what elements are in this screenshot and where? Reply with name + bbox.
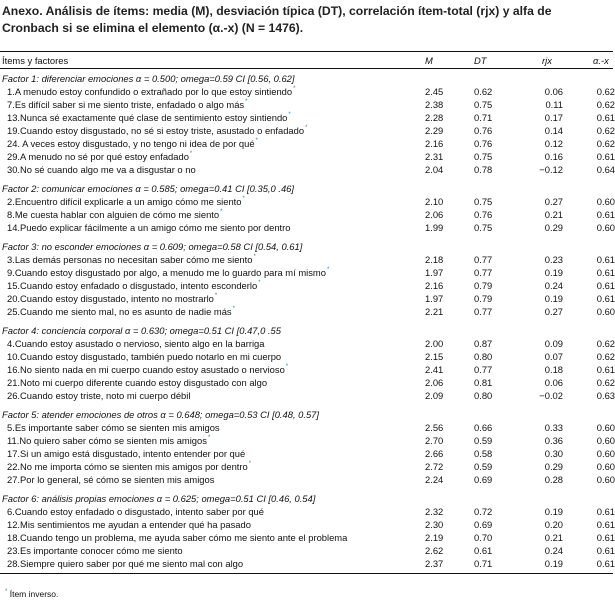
table-row xyxy=(0,150,613,163)
table-row xyxy=(0,389,613,402)
item-text: 23.Es importante conocer cómo me siento xyxy=(7,545,183,556)
cell-m: 2.66 xyxy=(425,448,444,459)
table-row xyxy=(0,305,613,318)
table-row xyxy=(0,473,613,486)
inverse-item-asterisk: * xyxy=(326,267,330,273)
table-row xyxy=(0,266,613,279)
inverse-item-asterisk: * xyxy=(220,209,223,215)
table-row xyxy=(0,376,613,389)
cell-alpha: 0.61 xyxy=(596,280,615,291)
cell-alpha: 0.62 xyxy=(596,138,615,149)
item-text: 28.Siempre quiero saber por qué me siento mal con algo xyxy=(7,558,244,569)
cell-rjx: 0.21 xyxy=(544,532,563,543)
items-table xyxy=(0,51,613,574)
item-text-cell xyxy=(0,506,420,517)
item-text: 21.Noto mi cuerpo diferente cuando estoy disgustado con algo xyxy=(7,377,268,388)
cell-alpha: 0.60 xyxy=(596,196,615,207)
table-row xyxy=(0,253,613,266)
item-text: 30.No sé cuando algo me va a disgustar o no xyxy=(7,164,196,175)
cell-rjx: 0.14 xyxy=(544,125,563,136)
cell-dt: 0.87 xyxy=(474,338,493,349)
factor-label: Factor 1: diferenciar emociones α = 0.500; omega=0.59 CI [0.56, 0.62] xyxy=(2,72,295,84)
cell-alpha: 0.60 xyxy=(596,435,615,446)
inverse-item-asterisk: * xyxy=(255,138,258,144)
cell-m: 2.29 xyxy=(425,125,444,136)
cell-rjx: 0.29 xyxy=(544,461,563,472)
cell-rjx: 0.28 xyxy=(544,474,563,485)
cell-dt: 0.75 xyxy=(474,99,493,110)
item-text: 12.Mis sentimientos me ayudan a entender qué ha pasado xyxy=(7,519,251,530)
item-text-cell xyxy=(0,112,420,123)
item-text-cell xyxy=(0,474,420,485)
table-row xyxy=(0,137,613,150)
cell-m: 2.41 xyxy=(425,364,444,375)
item-text-cell xyxy=(0,151,420,162)
cell-m: 2.62 xyxy=(425,545,444,556)
item-text: 27.Por lo general, sé cómo se sienten mis amigos xyxy=(7,474,215,485)
cell-alpha: 0.62 xyxy=(596,99,615,110)
item-text: 11.No quiero saber cómo se sienten mis amigos xyxy=(7,435,207,446)
table-header xyxy=(0,52,613,69)
cell-m: 1.97 xyxy=(425,293,444,304)
header-m: M xyxy=(425,54,433,66)
factor-header xyxy=(0,407,613,421)
cell-m: 2.21 xyxy=(425,306,444,317)
cell-alpha: 0.61 xyxy=(596,506,615,517)
inverse-item-asterisk: * xyxy=(245,99,248,105)
item-text: 3.Las demás personas no necesitan saber cómo me siento xyxy=(7,254,253,265)
cell-rjx: 0.33 xyxy=(544,422,563,433)
table-row xyxy=(0,531,613,544)
cell-rjx: 0.19 xyxy=(544,267,563,278)
factor-header xyxy=(0,71,613,85)
cell-dt: 0.72 xyxy=(474,506,493,517)
item-text-cell xyxy=(0,254,420,265)
cell-dt: 0.59 xyxy=(474,461,493,472)
item-text-cell xyxy=(0,267,420,278)
item-text-cell xyxy=(0,125,420,136)
cell-m: 2.00 xyxy=(425,338,444,349)
factor-header xyxy=(0,181,613,195)
cell-alpha: 0.61 xyxy=(596,112,615,123)
cell-dt: 0.77 xyxy=(474,254,493,265)
cell-rjx: 0.09 xyxy=(544,338,563,349)
cell-dt: 0.61 xyxy=(474,545,493,556)
cell-m: 1.97 xyxy=(425,267,444,278)
cell-m: 2.70 xyxy=(425,435,444,446)
item-text-cell xyxy=(0,532,420,543)
cell-dt: 0.77 xyxy=(474,364,493,375)
item-text-cell xyxy=(0,99,420,110)
table-row xyxy=(0,544,613,557)
footnote xyxy=(4,589,58,599)
item-text: 1.A menudo estoy confundido o extrañado por lo que estoy sintiendo xyxy=(7,86,293,97)
cell-rjx: 0.11 xyxy=(545,99,563,110)
item-text: 24. A veces estoy disgustado, y no tengo ni idea de por qué xyxy=(7,138,255,149)
cell-dt: 0.79 xyxy=(474,293,493,304)
cell-rjx: 0.27 xyxy=(544,196,563,207)
cell-rjx: 0.30 xyxy=(544,448,563,459)
cell-m: 2.19 xyxy=(425,532,444,543)
factor-header xyxy=(0,491,613,505)
table-row xyxy=(0,557,613,570)
cell-rjx: 0.06 xyxy=(544,86,563,97)
inverse-item-asterisk: * xyxy=(253,254,256,260)
cell-rjx: 0.16 xyxy=(544,151,563,162)
item-text-cell xyxy=(0,86,420,97)
item-text-cell xyxy=(0,545,420,556)
inverse-item-asterisk: * xyxy=(285,364,289,370)
table-row xyxy=(0,518,613,531)
cell-m: 2.31 xyxy=(425,151,444,162)
cell-alpha: 0.61 xyxy=(596,254,615,265)
cell-m: 2.56 xyxy=(425,422,444,433)
table-row xyxy=(0,208,613,221)
item-text: 2.Encuentro difícil explicarle a un amigo cómo me siento xyxy=(7,196,242,207)
cell-m: 2.37 xyxy=(425,558,444,569)
cell-alpha: 0.60 xyxy=(596,306,615,317)
item-text: 19.Cuando estoy disgustado, no sé si estoy triste, asustado o enfadado xyxy=(7,125,305,136)
inverse-item-asterisk: * xyxy=(189,151,193,157)
cell-rjx: 0.27 xyxy=(544,306,563,317)
item-text-cell xyxy=(0,558,420,569)
item-text-cell xyxy=(0,306,420,317)
table-row xyxy=(0,460,613,473)
cell-dt: 0.80 xyxy=(474,351,493,362)
cell-alpha: 0.62 xyxy=(596,351,615,362)
cell-m: 2.09 xyxy=(425,390,444,401)
cell-dt: 0.69 xyxy=(474,519,493,530)
cell-m: 2.24 xyxy=(425,474,444,485)
item-text: 17.Si un amigo está disgustado, intento entender por qué xyxy=(7,448,246,459)
cell-dt: 0.71 xyxy=(474,558,493,569)
cell-rjx: 0.06 xyxy=(544,377,563,388)
cell-m: 1.99 xyxy=(425,222,444,233)
cell-alpha: 0.60 xyxy=(596,461,615,472)
inverse-item-asterisk: * xyxy=(293,86,296,92)
cell-rjx: −0.12 xyxy=(539,164,563,175)
item-text: 5.Es importante saber cómo se sienten mis amigos xyxy=(7,422,220,433)
footnote-asterisk: * xyxy=(5,589,8,595)
cell-dt: 0.76 xyxy=(474,125,493,136)
cell-rjx: 0.19 xyxy=(544,506,563,517)
cell-dt: 0.76 xyxy=(474,138,493,149)
cell-rjx: 0.29 xyxy=(544,222,563,233)
table-row xyxy=(0,447,613,460)
table-caption: Anexo. Análisis de ítems: media (M), desviación típica (DT), correlación ítem-total (rjx) y alfa de Cronbach si se elimina el elemento (α.-x) (N = 1476). xyxy=(2,4,552,35)
item-text-cell xyxy=(0,448,420,459)
item-text-cell xyxy=(0,338,420,349)
cell-alpha: 0.62 xyxy=(596,86,615,97)
cell-dt: 0.69 xyxy=(474,474,493,485)
table-row xyxy=(0,163,613,176)
inverse-item-asterisk: * xyxy=(258,280,261,286)
table-body xyxy=(0,71,613,570)
cell-dt: 0.77 xyxy=(474,306,493,317)
cell-alpha: 0.62 xyxy=(596,377,615,388)
inverse-item-asterisk: * xyxy=(305,125,308,131)
cell-rjx: 0.24 xyxy=(544,545,563,556)
header-alpha: α.-x xyxy=(593,54,609,66)
cell-rjx: 0.24 xyxy=(544,280,563,291)
cell-dt: 0.80 xyxy=(474,390,493,401)
cell-m: 2.28 xyxy=(425,112,444,123)
item-text: 25.Cuando me siento mal, no es asunto de nadie más xyxy=(7,306,232,317)
cell-rjx: 0.23 xyxy=(544,254,563,265)
cell-rjx: 0.36 xyxy=(544,435,563,446)
cell-m: 2.38 xyxy=(425,99,444,110)
cell-rjx: 0.19 xyxy=(544,293,563,304)
table-row xyxy=(0,350,613,363)
cell-m: 2.72 xyxy=(425,461,444,472)
factor-label: Factor 4: conciencia corporal α = 0.630; omega=0.51 CI [0.47,0 .55 xyxy=(2,324,281,336)
footnote-text: Ítem inverso. xyxy=(9,589,59,599)
cell-rjx: 0.20 xyxy=(544,519,563,530)
item-text: 8.Me cuesta hablar con alguien de cómo me siento xyxy=(7,209,220,220)
item-text-cell xyxy=(0,138,420,149)
cell-m: 2.16 xyxy=(425,280,444,291)
cell-rjx: 0.19 xyxy=(544,558,563,569)
table-row xyxy=(0,363,613,376)
cell-dt: 0.75 xyxy=(474,151,493,162)
item-text: 7.Es difícil saber si me siento triste, enfadado o algo más xyxy=(7,99,245,110)
item-text: 22.No me importa cómo se sienten mis amigos por dentro xyxy=(7,461,248,472)
cell-alpha: 0.61 xyxy=(596,267,615,278)
table-row xyxy=(0,434,613,447)
table-row xyxy=(0,279,613,292)
inverse-item-asterisk: * xyxy=(232,306,235,312)
cell-alpha: 0.60 xyxy=(596,448,615,459)
cell-alpha: 0.62 xyxy=(596,125,615,136)
factor-header xyxy=(0,323,613,337)
table-row xyxy=(0,505,613,518)
table-row xyxy=(0,292,613,305)
table-row xyxy=(0,221,613,234)
item-text: 16.No siento nada en mi cuerpo cuando estoy asustado o nervioso xyxy=(7,364,285,375)
cell-m: 2.45 xyxy=(425,86,444,97)
factor-label: Factor 6: análisis propias emociones α = 0.625; omega=0.51 CI [0.46, 0.54] xyxy=(2,492,316,504)
inverse-item-asterisk: * xyxy=(288,112,291,118)
item-text: 15.Cuando estoy enfadado o disgustado, intento esconderlo xyxy=(7,280,258,291)
inverse-item-asterisk: * xyxy=(207,435,211,441)
cell-alpha: 0.61 xyxy=(596,209,615,220)
table-row xyxy=(0,195,613,208)
item-text-cell xyxy=(0,377,420,388)
table-row xyxy=(0,337,613,350)
cell-alpha: 0.60 xyxy=(596,222,615,233)
cell-alpha: 0.61 xyxy=(596,545,615,556)
item-text: 20.Cuando estoy disgustado, intento no mostrarlo xyxy=(7,293,214,304)
cell-m: 2.16 xyxy=(425,138,444,149)
cell-rjx: 0.21 xyxy=(544,209,563,220)
cell-rjx: 0.12 xyxy=(544,138,563,149)
table-row xyxy=(0,98,613,111)
item-text: 10.Cuando estoy disgustado, también puedo notarlo en mi cuerpo xyxy=(7,351,282,362)
header-dt: DT xyxy=(474,54,487,66)
item-text-cell xyxy=(0,351,420,362)
item-text-cell xyxy=(0,435,420,446)
cell-dt: 0.77 xyxy=(474,267,493,278)
cell-dt: 0.76 xyxy=(474,209,493,220)
cell-alpha: 0.60 xyxy=(596,474,615,485)
item-text-cell xyxy=(0,364,420,375)
cell-alpha: 0.62 xyxy=(596,338,615,349)
item-text-cell xyxy=(0,519,420,530)
cell-alpha: 0.61 xyxy=(596,151,615,162)
cell-m: 2.06 xyxy=(425,377,444,388)
table-row xyxy=(0,85,613,98)
item-text: 6.Cuando estoy enfadado o disgustado, intento saber por qué xyxy=(7,506,264,517)
factor-header xyxy=(0,239,613,253)
inverse-item-asterisk: * xyxy=(242,196,245,202)
cell-m: 2.10 xyxy=(425,196,444,207)
table-row xyxy=(0,124,613,137)
factor-label: Factor 3: no esconder emociones α = 0.609; omega=0.58 CI [0.54, 0.61] xyxy=(2,240,303,252)
cell-alpha: 0.61 xyxy=(596,558,615,569)
cell-dt: 0.58 xyxy=(474,448,493,459)
cell-rjx: 0.18 xyxy=(544,364,563,375)
item-text: 14.Puedo explicar fácilmente a un amigo cómo me siento por dentro xyxy=(7,222,291,233)
item-text-cell xyxy=(0,461,420,472)
header-rjx: rjx xyxy=(542,54,552,66)
item-text: 18.Cuando tengo un problema, me ayuda saber cómo me siento ante el problema xyxy=(7,532,348,543)
item-text-cell xyxy=(0,209,420,220)
cell-rjx: −0.02 xyxy=(539,390,563,401)
cell-rjx: 0.17 xyxy=(544,112,563,123)
cell-m: 2.06 xyxy=(425,209,444,220)
cell-dt: 0.78 xyxy=(474,164,493,175)
cell-m: 2.32 xyxy=(425,506,444,517)
cell-dt: 0.66 xyxy=(474,422,493,433)
inverse-item-asterisk: * xyxy=(214,293,218,299)
cell-alpha: 0.60 xyxy=(596,422,615,433)
cell-m: 2.15 xyxy=(425,351,444,362)
cell-dt: 0.70 xyxy=(474,532,493,543)
item-text: 13.Nunca sé exactamente qué clase de sentimiento estoy sintiendo xyxy=(7,112,288,123)
cell-dt: 0.81 xyxy=(474,377,493,388)
cell-m: 2.18 xyxy=(425,254,444,265)
cell-alpha: 0.61 xyxy=(596,532,615,543)
cell-alpha: 0.64 xyxy=(596,164,615,175)
cell-alpha: 0.63 xyxy=(596,390,615,401)
item-text-cell xyxy=(0,280,420,291)
cell-dt: 0.62 xyxy=(474,86,493,97)
item-text-cell xyxy=(0,196,420,207)
item-text-cell xyxy=(0,390,420,401)
cell-dt: 0.79 xyxy=(474,280,493,291)
header-items: Ítems y factores xyxy=(2,54,69,66)
cell-m: 2.30 xyxy=(425,519,444,530)
item-text-cell xyxy=(0,422,420,433)
item-text: 9.Cuando estoy disgustado por algo, a menudo me lo guardo para mí mismo xyxy=(7,267,326,278)
item-text: 4.Cuando estoy asustado o nervioso, siento algo en la barriga xyxy=(7,338,265,349)
cell-alpha: 0.61 xyxy=(596,293,615,304)
item-text: 29.A menudo no sé por qué estoy enfadado xyxy=(7,151,189,162)
item-text-cell xyxy=(0,164,420,175)
cell-dt: 0.75 xyxy=(474,196,493,207)
inverse-item-asterisk: * xyxy=(248,461,252,467)
factor-label: Factor 2: comunicar emociones α = 0.585; omega=0.41 CI [0.35,0 .46] xyxy=(2,182,294,194)
table-row xyxy=(0,421,613,434)
cell-dt: 0.75 xyxy=(474,222,493,233)
item-text: 26.Cuando estoy triste, noto mi cuerpo débil xyxy=(7,390,191,401)
cell-alpha: 0.61 xyxy=(596,364,615,375)
cell-dt: 0.59 xyxy=(474,435,493,446)
item-text-cell xyxy=(0,222,420,233)
item-text-cell xyxy=(0,293,420,304)
table-row xyxy=(0,111,613,124)
cell-alpha: 0.61 xyxy=(596,519,615,530)
factor-label: Factor 5: atender emociones de otros α = 0.648; omega=0.53 CI [0.48, 0.57] xyxy=(2,408,320,420)
cell-m: 2.04 xyxy=(425,164,444,175)
cell-rjx: 0.07 xyxy=(544,351,563,362)
cell-dt: 0.71 xyxy=(474,112,493,123)
